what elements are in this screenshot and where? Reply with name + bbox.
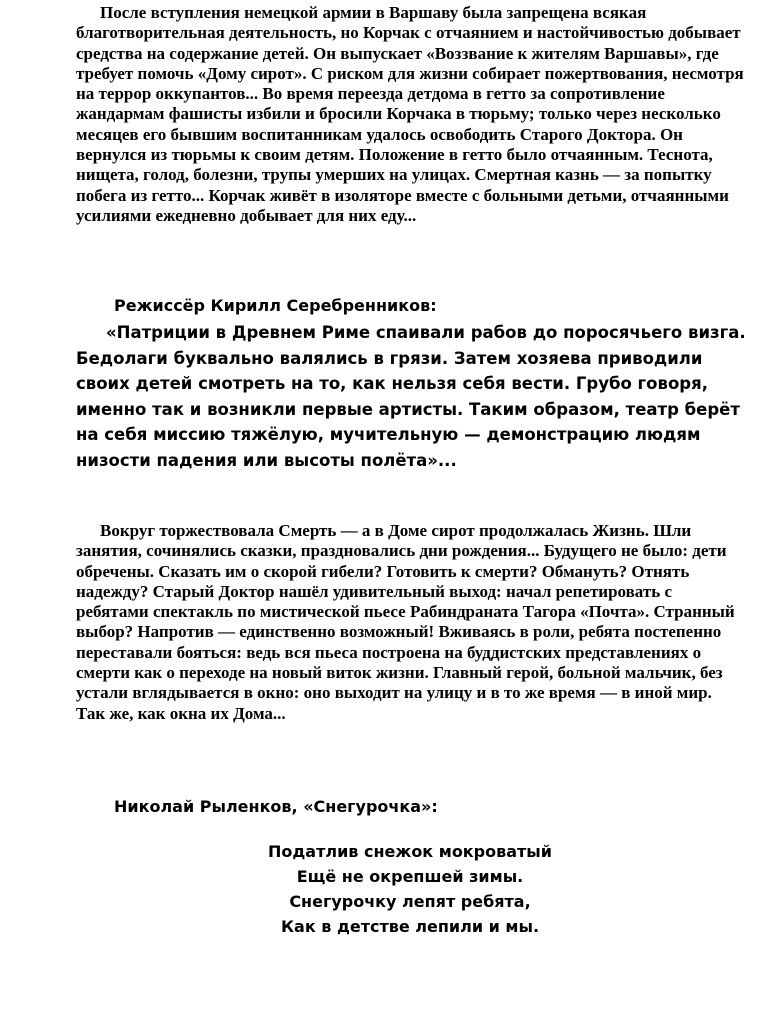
poem-line: Снегурочку лепят ребята, xyxy=(289,892,531,911)
paragraph-1-text: После вступления немецкой армии в Варшаву была запрещена всякая благотворительная деятельность, но Корчак с отчаянием и настойчивостью добывает средства на содержание детей. Он выпускает «Воззвание к жителям Варшавы», где требует помочь «Дому сирот». С риском для жизни собирает пожертвования, несмотря на террор оккупантов... Во время переезда детдома в гетто за сопротивление жандармам фашисты избили и бросили Корчака в тюрьму; только через несколько месяцев его бывшим воспитанникам удалось освободить Старого Доктора. Он вернулся из тюрьмы к своим детям. Положение в гетто было отчаянным. Теснота, нищета, голод, болезни, трупы умерших на улицах. Смертная казнь — за попытку побега из гетто... Корчак живёт в изоляторе вместе с больными детьми, отчаянными усилиями ежедневно добывает для них еду... xyxy=(76,3,744,225)
poem-heading: Николай Рыленков, «Снегурочка»: xyxy=(114,797,438,816)
paragraph-2-text: Вокруг торжествовала Смерть — а в Доме сирот продолжалась Жизнь. Шли занятия, сочинялись сказки, праздновались дни рождения... Будущего не было: дети обречены. Сказать им о скорой гибели? Готовить к смерти? Обмануть? Отнять надежду? Старый Доктор нашёл удивительный выход: начал репетировать с ребятами спектакль по мистической пьесе Рабиндраната Тагора «Почта». Странный выбор? Напротив — единственно возможный! Вживаясь в роли, ребята постепенно переставали бояться: ведь вся пьеса построена на буддистских представлениях о смерти как о переходе на новый виток жизни. Главный герой, больной мальчик, без устали вглядывается в окно: оно выходит на улицу и в то же время — в иной мир. Так же, как окна их Дома... xyxy=(76,521,735,723)
paragraph-korczak-ghetto xyxy=(76,3,744,226)
poem-line: Податлив снежок мокроватый xyxy=(268,842,552,861)
director-quote: «Патриции в Древнем Риме спаивали рабов до поросячьего визга. Бедолаги буквально валялись в грязи. Затем хозяева приводили своих детей смотреть на то, как нельзя себя вести. Грубо говоря, именно так и возникли первые артисты. Таким образом, театр берёт на себя миссию тяжёлую, мучительную — демонстрацию людям низости падения или высоты полёта»... xyxy=(76,323,746,470)
director-heading: Режиссёр Кирилл Серебренников: xyxy=(114,296,437,315)
paragraph-orphanage-life xyxy=(76,521,744,724)
poem-line: Ещё не окрепшей зимы. xyxy=(296,867,524,886)
director-quote-block xyxy=(76,320,756,474)
poem-line: Как в детстве лепили и мы. xyxy=(280,917,540,936)
poem-stanza xyxy=(240,839,580,939)
